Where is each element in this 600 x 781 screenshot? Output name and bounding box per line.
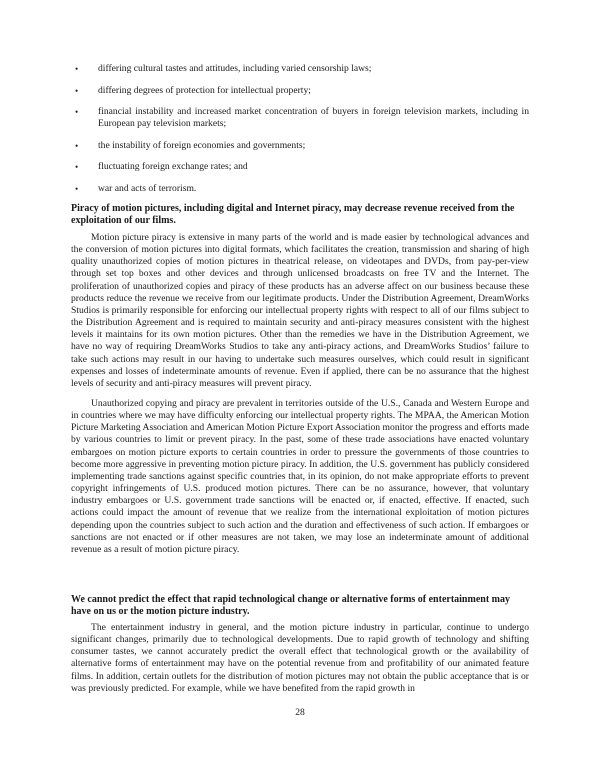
bullet-item [71,106,529,130]
body-paragraph: Unauthorized copying and piracy are prevalent in territories outside of the U.S., Canada and Western Europe and in countries where we may have difficulty enforcing our intellectual property rights. The MPAA, the American Motion Picture Marketing Association and American Motion Picture Export Association monitor the progress and efforts made by various countries to limit or prevent piracy. In the past, some of these trade associations have enacted voluntary embargoes on motion picture exports to certain countries in order to pressure the governments of those countries to become more aggressive in preventing motion picture piracy. In addition, the U.S. government has publicly considered implementing trade sanctions against specific countries that, in its opinion, do not make appropriate efforts to prevent copyright infringements of U.S. produced motion pictures. There can be no assurance, however, that voluntary industry embargoes or U.S. government trade sanctions will be enacted or, if enacted, effective. If enacted, such actions could impact the amount of revenue that we realize from the international exploitation of motion pictures depending upon the countries subject to such action and the duration and effectiveness of such action. If embargoes or sanctions are not enacted or if other measures are not taken, we may lose an indeterminate amount of additional revenue as a result of motion picture piracy. [71,398,529,555]
bullet-icon: • [75,162,79,172]
bullet-icon: • [75,183,79,194]
bullet-text: differing degrees of protection for intellectual property; [98,84,311,96]
bullet-icon: • [75,85,79,96]
body-paragraph: The entertainment industry in general, and the motion picture industry in particular, continue to undergo significant changes, primarily due to technological developments. Due to rapid growth of technology and shifting consumer tastes, we cannot accurately predict the overall effect that technological growth or the availability of alternative forms of entertainment may have on the potential revenue from and profitability of our animated feature films. In addition, certain outlets for the distribution of motion pictures may not obtain the public acceptance that is or was previously predicted. For example, while we have benefited from the rapid growth in [71,622,529,694]
bullet-icon: • [75,140,79,151]
body-paragraph: Motion picture piracy is extensive in many parts of the world and is made easier by technological advances and the conversion of motion pictures into digital formats, which facilitates the creation, transmission and sharing of high quality unauthorized copies of motion pictures in theatrical release, on videotapes and DVDs, from pay-per-view through set top boxes and other devices and through unlicensed broadcasts on free TV and the Internet. The proliferation of unauthorized copies and piracy of these products has an adverse affect on our business because these products reduce the revenue we receive from our legitimate products. Under the Distribution Agreement, DreamWorks Studios is primarily responsible for enforcing our intellectual property rights with respect to all of our films subject to the Distribution Agreement and is required to maintain security and anti-piracy measures consistent with the highest levels it maintains for its own motion pictures. Other than the remedies we have in the Distribution Agreement, we have no way of requiring DreamWorks Studios to take any anti-piracy actions, and DreamWorks Studios’ failure to take such actions may result in our having to undertake such measures ourselves, which could result in significant expenses and losses of indeterminate amounts of revenue. Even if applied, there can be no assurance that the highest levels of security and anti-piracy measures will prevent piracy. [71,232,529,389]
bullet-item [71,140,529,152]
risk-factor-bullet-list [71,63,529,204]
bullet-item [71,161,529,173]
bullet-item [71,85,529,97]
page-number: 28 [295,707,305,718]
bullet-icon: • [75,64,79,74]
bullet-text: differing cultural tastes and attitudes, including varied censorship laws; [98,63,372,74]
bullet-text: fluctuating foreign exchange rates; and [98,161,248,172]
bullet-text: war and acts of terrorism. [98,182,197,194]
section-heading-technological-change: We cannot predict the effect that rapid technological change or alternative forms of entertainment may have on us or the motion picture industry. [71,594,510,618]
bullet-text: financial instability and increased market concentration of buyers in foreign television markets, including in European pay television markets; [98,106,529,129]
bullet-item [71,183,529,195]
bullet-icon: • [75,107,79,117]
bullet-item [71,63,529,75]
bullet-text: the instability of foreign economies and governments; [98,139,306,151]
section-heading-piracy: Piracy of motion pictures, including digital and Internet piracy, may decrease revenue received from the exploitation of our films. [71,203,515,227]
